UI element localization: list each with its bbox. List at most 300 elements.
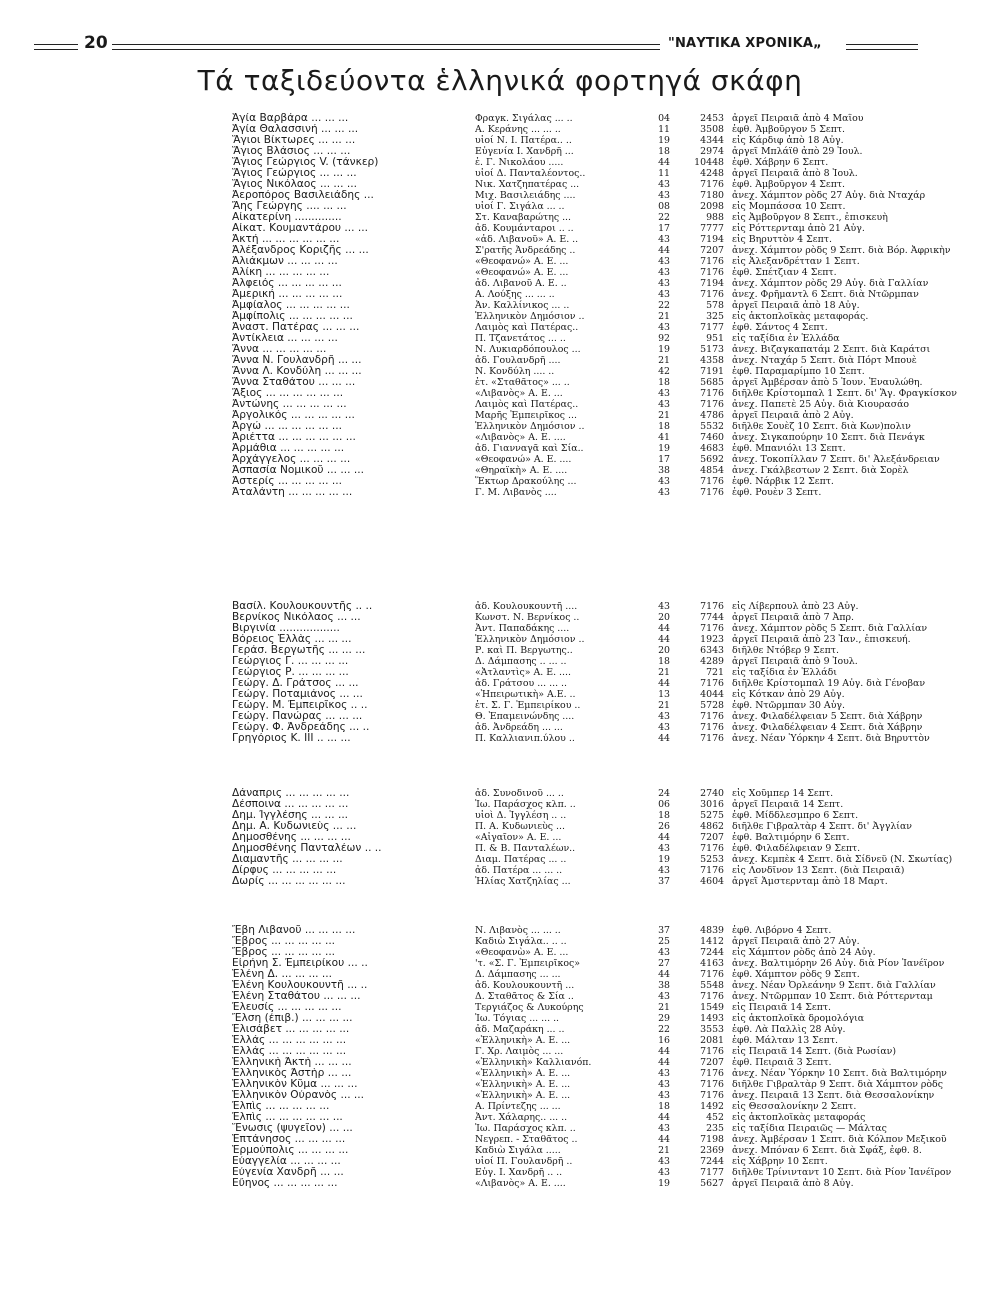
ship-tonnage: 7176 — [700, 1079, 724, 1090]
ship-tonnage: 7176 — [700, 722, 724, 733]
ship-owner: «Αἰγαῖον» Α. Ε. ... — [475, 832, 562, 843]
ship-tonnage: 5728 — [700, 700, 724, 711]
ship-name: Ἑπτάνησος ... ... ... ... — [232, 1134, 346, 1145]
ship-position: διῆλθε Γιβραλτὰρ 9 Σεπτ. διὰ Χάμπτον ρὸδς — [732, 1079, 943, 1090]
ship-code: 18 — [658, 377, 670, 388]
ship-code: 21 — [658, 667, 670, 678]
ship-tonnage: 7244 — [700, 1156, 724, 1167]
ship-tonnage: 988 — [706, 212, 724, 223]
ship-owner: Ν. Λιβανὸς ... ... .. — [475, 925, 561, 936]
ship-row — [0, 443, 1000, 454]
ship-code: 43 — [658, 179, 670, 190]
ship-name: Διαμαντῆς ... ... ... ... — [232, 854, 343, 865]
ship-tonnage: 7744 — [700, 612, 724, 623]
ship-name: Γεώργιος Γ. ... ... ... ... — [232, 656, 349, 667]
ship-name: Εὐαγγελία ... ... ... ... — [232, 1156, 341, 1167]
ship-name: Ἐλπὶς ... ... ... ... ... — [232, 1101, 330, 1112]
ship-position: εἰς ταξίδια ἐν Ἑλλάδα — [732, 333, 840, 344]
ship-position: ἐφθ. Μάλταν 13 Σεπτ. — [732, 1035, 838, 1046]
ship-code: 44 — [658, 1057, 670, 1068]
ship-owner: Δ. Δάμπασης ... ... — [475, 969, 561, 980]
ship-name: Ἑλένη Δ. ... ... ... ... — [232, 969, 333, 980]
ship-position: ἀνεχ. Φρῆμαντλ 6 Σεπτ. διὰ Ντῶρμπαν — [732, 289, 919, 300]
ship-tonnage: 7176 — [700, 623, 724, 634]
ship-row — [0, 821, 1000, 832]
ship-name: Γεώργ. Δ. Γράτσος ... ... — [232, 678, 359, 689]
ship-code: 44 — [658, 245, 670, 256]
ship-tonnage: 4839 — [700, 925, 724, 936]
ship-row — [0, 612, 1000, 623]
ship-name: Ἀμερική ... ... ... ... ... — [232, 289, 343, 300]
ship-position: ἀνεχ. Χάμπτον ρὸδς 5 Σεπτ. διὰ Γαλλίαν — [732, 623, 928, 634]
ship-name: Ἀντώνης ... ... ... ... ... — [232, 399, 347, 410]
ship-code: 18 — [658, 656, 670, 667]
ship-owner: Νικ. Χατζηπατέρας ... — [475, 179, 580, 190]
ship-tonnage: 7194 — [700, 234, 724, 245]
ship-name: Ἀρμάθια ... ... ... ... ... — [232, 443, 345, 454]
ship-position: ἐφθ. Χάμπτον ρὸδς 9 Σεπτ. — [732, 969, 860, 980]
ship-name: Βασίλ. Κουλουκουντῆς .. .. — [232, 601, 373, 612]
ship-row — [0, 432, 1000, 443]
ship-name: Ἀκτή ... ... ... ... ... ... — [232, 234, 340, 245]
ship-name: Ἐλπὶς ... ... ... ... ... ... — [232, 1112, 343, 1123]
ship-code: 43 — [658, 190, 670, 201]
ship-code: 43 — [658, 947, 670, 958]
ship-position: ἐφθ. Πειραιᾶ 3 Σεπτ. — [732, 1057, 832, 1068]
ship-row — [0, 1079, 1000, 1090]
ship-code: 13 — [658, 689, 670, 700]
ship-code: 44 — [658, 623, 670, 634]
ship-owner: «Ἑλληνικὴ» Καλλιανόπ. — [475, 1057, 592, 1068]
ship-owner: Α. Λούξης ... ... .. — [475, 289, 555, 300]
ship-tonnage: 7176 — [700, 1046, 724, 1057]
ship-row — [0, 487, 1000, 498]
ship-tonnage: 2740 — [700, 788, 724, 799]
ship-position: ἀνεχ. Κεμπὲκ 4 Σεπτ. διὰ Σίδνεϋ (Ν. Σκωτίας) — [732, 854, 953, 865]
ship-position: ἐφθ. Φιλαδέλφειαν 9 Σεπτ. — [732, 843, 861, 854]
ship-position: ἀνεχ. Νέαν Ὀρλεάνην 9 Σεπτ. διὰ Γαλλίαν — [732, 980, 936, 991]
ship-owner: Ἰω. Τόγιας ... ... .. — [475, 1013, 560, 1024]
ship-position: ἀνεχ. Βαλτιμόρην 26 Αὐγ. διὰ Ρίον Ἰανέϊρον — [732, 958, 945, 969]
ship-name: Ἀλίκη ... ... ... ... ... — [232, 267, 330, 278]
ship-owner: «Θεοφανὼ» Α. Ε. ... — [475, 947, 569, 958]
ship-name: Ἀεροπόρος Βασιλειάδης ... — [232, 190, 374, 201]
ship-row — [0, 832, 1000, 843]
ship-tonnage: 7176 — [700, 267, 724, 278]
ship-owner: Ρ. καὶ Π. Βεργωτης.. — [475, 645, 573, 656]
ship-row — [0, 969, 1000, 980]
ship-row — [0, 476, 1000, 487]
ship-owner: «Λιβανὸς» Α. Ε. .... — [475, 1178, 566, 1189]
ship-owner: ἀδ. Κουλουκουντῆ .... — [475, 601, 578, 612]
ship-position: ἀνεχ. Μπόναν 6 Σεπτ. διὰ Σφάξ, ἐφθ. 8. — [732, 1145, 922, 1156]
ship-owner: «Ἑλληνικὴ» Α. Ε. ... — [475, 1035, 571, 1046]
ship-tonnage: 7176 — [700, 289, 724, 300]
ship-position: ἀνεχ. Χάμπτον ρὸδς 27 Αὐγ. διὰ Νταχάρ — [732, 190, 926, 201]
ship-owner: ἀδ. Λιβανοῦ Α. Ε. .. — [475, 278, 567, 289]
ship-owner: Κωνστ. Ν. Βερνίκος .. — [475, 612, 580, 623]
ship-position: εἰς Κότκαν ἀπὸ 29 Αὐγ. — [732, 689, 845, 700]
ship-row — [0, 300, 1000, 311]
ship-row — [0, 212, 1000, 223]
ship-owner: υἱοί Γ. Σιγάλα ... .. — [475, 201, 565, 212]
ship-position: ἐφθ. Μίδδλεσμπρο 6 Σεπτ. — [732, 810, 859, 821]
ship-tonnage: 4786 — [700, 410, 724, 421]
ship-row — [0, 623, 1000, 634]
ship-owner: «Θεοφανώ» Α. Ε. ... — [475, 267, 569, 278]
ship-position: διῆλθε Κρίστομπαλ 19 Αὐγ. διὰ Γένοβαν — [732, 678, 926, 689]
ship-code: 24 — [658, 788, 670, 799]
ship-name: Ἀναστ. Πατέρας ... ... ... — [232, 322, 360, 333]
ship-position: ἀργεῖ Πειραιᾶ ἀπὸ 4 Μαΐου — [732, 113, 864, 124]
ship-position: ἀνεχ. Νέαν Ὑόρκην 10 Σεπτ. διὰ Βαλτιμόρην — [732, 1068, 947, 1079]
ship-code: 41 — [658, 432, 670, 443]
ship-name: Γεράσ. Βεργωτῆς ... ... ... — [232, 645, 366, 656]
ship-name: Ἀλφειός ... ... ... ... ... — [232, 278, 342, 289]
ship-row — [0, 113, 1000, 124]
ship-owner: Γ. Χρ. Λαιμὸς ... ... — [475, 1046, 564, 1057]
ship-name: Βόρειος Ἑλλὰς ... ... ... — [232, 634, 352, 645]
ship-owner: Α. Κεράνης ... ... .. — [475, 124, 561, 135]
ship-position: ἀργεῖ Πειραιᾶ ἀπὸ 18 Αὐγ. — [732, 300, 860, 311]
ship-position: ἀργεῖ Πειραιᾶ ἀπὸ 2 Αὐγ. — [732, 410, 854, 421]
ship-row — [0, 289, 1000, 300]
ship-position: ἀνεχ. Πειραιᾶ 13 Σεπτ. διὰ Θεσσαλονίκην — [732, 1090, 935, 1101]
header-rule-right — [846, 44, 918, 50]
ship-tonnage: 7176 — [700, 601, 724, 612]
ship-code: 44 — [658, 1112, 670, 1123]
ship-tonnage: 7177 — [700, 322, 724, 333]
ship-row — [0, 876, 1000, 887]
ship-name: Αἰκατ. Κουμαντάρου ... ... — [232, 223, 369, 234]
ship-owner: ἀδ. Κουλουκουντῆ ... — [475, 980, 575, 991]
ship-code: 43 — [658, 1068, 670, 1079]
ship-row — [0, 421, 1000, 432]
ship-tonnage: 5692 — [700, 454, 724, 465]
ship-owner: ἀδ. Ἀνδρεάδη ... ... — [475, 722, 563, 733]
ship-tonnage: 7176 — [700, 711, 724, 722]
ship-code: 18 — [658, 1101, 670, 1112]
ship-owner: Ἑλληνικὸν Δημόσιον .. — [475, 421, 585, 432]
ship-name: Γρηγόριος Κ. ΙΙΙ .. ... ... — [232, 733, 351, 744]
ship-row — [0, 311, 1000, 322]
ship-code: 43 — [658, 991, 670, 1002]
ship-position: ἀνεχ. Βιζαγκαπατάμ 2 Σεπτ. διὰ Καράτσι — [732, 344, 931, 355]
ship-position: ἀργεῖ Πειραιᾶ ἀπὸ 8 Ἰουλ. — [732, 168, 858, 179]
ship-row — [0, 1057, 1000, 1068]
ship-owner: «ἀδ. Λιβανοῦ» Α. Ε. .. — [475, 234, 579, 245]
ship-tonnage: 5627 — [700, 1178, 724, 1189]
ship-row — [0, 1145, 1000, 1156]
ship-owner: ἑ. Γ. Νικολάου ..... — [475, 157, 564, 168]
ship-row — [0, 366, 1000, 377]
ship-name: Γεώργ. Πανώρας ... ... ... — [232, 711, 363, 722]
ship-code: 44 — [658, 733, 670, 744]
ship-owner: Ἰω. Παράσχος κλπ. .. — [475, 799, 576, 810]
ship-name: Ἀντίκλεια ... ... ... ... — [232, 333, 338, 344]
ship-owner: Ν. Λυκιαρδόπουλος ... — [475, 344, 581, 355]
ship-owner: Π. & Β. Πανταλέων.. — [475, 843, 576, 854]
ship-row — [0, 865, 1000, 876]
page-number: 20 — [84, 33, 108, 53]
ship-code: 43 — [658, 1079, 670, 1090]
ship-code: 29 — [658, 1013, 670, 1024]
ship-tonnage: 2369 — [700, 1145, 724, 1156]
ship-name: Ἑρμούπολις ... ... ... ... — [232, 1145, 349, 1156]
ship-name: Ἄννα Σταθάτου ... ... ... — [232, 377, 356, 388]
ship-owner: «Ἑλληνικὴ» Α. Ε. ... — [475, 1090, 571, 1101]
ship-name: Γεώργ. Μ. Ἐμπειρῖκος .. .. — [232, 700, 368, 711]
ship-position: εἰς Χοῦμπερ 14 Σεπτ. — [732, 788, 834, 799]
ship-tonnage: 2098 — [700, 201, 724, 212]
ship-owner: Μιχ. Βασιλειάδης .... — [475, 190, 576, 201]
ship-owner: Εὐγ. Ι. Χανδρῆ .. .. — [475, 1167, 563, 1178]
ship-row — [0, 168, 1000, 179]
ship-owner: Τεργιάζος & Λυκούρης — [475, 1002, 584, 1013]
ship-row — [0, 936, 1000, 947]
header-rule-left — [34, 44, 78, 50]
ship-owner: ἑτ. Σ. Γ. Ἐμπειρίκου .. — [475, 700, 581, 711]
ship-code: 43 — [658, 289, 670, 300]
ship-row — [0, 1013, 1000, 1024]
ship-code: 44 — [658, 157, 670, 168]
ship-code: 21 — [658, 1145, 670, 1156]
ship-name: Δημ. Α. Κυδωνιεὺς ... ... — [232, 821, 357, 832]
ship-owner: Γ. Μ. Λιβανὸς .... — [475, 487, 557, 498]
ship-name: Ἅγιος Βλάσιος ... ... ... — [232, 146, 351, 157]
ship-tonnage: 235 — [706, 1123, 724, 1134]
ship-code: 43 — [658, 601, 670, 612]
ship-name: Δάναπρις ... ... ... ... ... — [232, 788, 350, 799]
ship-code: 20 — [658, 612, 670, 623]
ship-name: Εὔηνος ... ... ... ... ... — [232, 1178, 338, 1189]
ship-row — [0, 465, 1000, 476]
ship-name: Ἑλληνικὸν Οὐρανὸς ... ... — [232, 1090, 365, 1101]
ship-owner: Ἑλληνικὸν Δημόσιον .. — [475, 311, 585, 322]
ship-code: 19 — [658, 135, 670, 146]
ship-tonnage: 2453 — [700, 113, 724, 124]
ship-position: διῆλθε Σουὲζ 10 Σεπτ. διὰ Κων)πολιν — [732, 421, 911, 432]
ship-name: Ἑλένη Σταθάτου ... ... ... — [232, 991, 361, 1002]
ship-owner: Διαμ. Πατέρας ... .. — [475, 854, 567, 865]
ship-owner: ἑτ. «Σταθᾶτος» ... .. — [475, 377, 570, 388]
ship-position: ἀνεχ. Νέαν Ὑόρκην 4 Σεπτ. διὰ Βηρυττὸν — [732, 733, 930, 744]
ship-tonnage: 2974 — [700, 146, 724, 157]
ship-row — [0, 1101, 1000, 1112]
ship-code: 19 — [658, 344, 670, 355]
ship-row — [0, 355, 1000, 366]
ship-name: Ἔβρος ... ... ... ... ... — [232, 947, 336, 958]
ship-row — [0, 678, 1000, 689]
ship-name: Ἑλλάς ... ... ... ... ... ... — [232, 1035, 347, 1046]
ship-tonnage: 7244 — [700, 947, 724, 958]
ship-row — [0, 843, 1000, 854]
ship-name: Ἀσπασία Νομικοῦ ... ... ... — [232, 465, 364, 476]
ship-row — [0, 1123, 1000, 1134]
ship-position: διῆλθε Ντόβερ 9 Σεπτ. — [732, 645, 839, 656]
ship-owner: Καδιὼ Σιγάλα.. .. .. — [475, 936, 567, 947]
ship-owner: 'τ. «Σ. Γ. Ἐμπειρῖκος» — [475, 958, 580, 969]
ship-position: ἀνεχ. Φιλαδέλφειαν 4 Σεπτ. διὰ Χάβρην — [732, 722, 923, 733]
ship-name: Ἀργολικός ... ... ... ... ... — [232, 410, 355, 421]
ship-position: ἐφθ. Ντῶρμπαν 30 Αὐγ. — [732, 700, 845, 711]
ship-owner: «Θηραϊκὴ» Α. Ε. .... — [475, 465, 568, 476]
ship-position: ἀργεῖ Πειραιᾶ ἀπὸ 27 Αὐγ. — [732, 936, 860, 947]
ship-position: εἰς Πειραιᾶ 14 Σεπτ. (διὰ Ρωσίαν) — [732, 1046, 897, 1057]
ship-tonnage: 5173 — [700, 344, 724, 355]
ship-name: Ἀμφίαλος ... ... ... ... ... — [232, 300, 350, 311]
ship-row — [0, 1035, 1000, 1046]
ship-owner: Ἠλίας Χατζηλίας ... — [475, 876, 571, 887]
ship-tonnage: 7176 — [700, 969, 724, 980]
ship-position: ἀνεχ. Σιγκαπούρην 10 Σεπτ. διὰ Πενάγκ — [732, 432, 925, 443]
ship-row — [0, 135, 1000, 146]
ship-owner: ἀδ. Γράτσου ... ... .. — [475, 678, 567, 689]
ship-tonnage: 7207 — [700, 1057, 724, 1068]
ship-row — [0, 388, 1000, 399]
ship-row — [0, 1024, 1000, 1035]
ship-row — [0, 146, 1000, 157]
ship-code: 42 — [658, 366, 670, 377]
ship-owner: Σ'ρατῆς Ἀνδρεάδης .. — [475, 245, 576, 256]
ship-row — [0, 223, 1000, 234]
ship-name: Ἅγιος Γεώργιος V. (τάνκερ) — [232, 157, 379, 168]
ship-name: Ἀργώ ... ... ... ... ... ... — [232, 421, 342, 432]
ship-tonnage: 3553 — [700, 1024, 724, 1035]
ship-row — [0, 333, 1000, 344]
ship-code: 92 — [658, 333, 670, 344]
ship-owner: Ἀν. Καλλίνικος ... .. — [475, 300, 570, 311]
ship-tonnage: 4289 — [700, 656, 724, 667]
ship-tonnage: 1493 — [700, 1013, 724, 1024]
ship-tonnage: 7194 — [700, 278, 724, 289]
ship-name: Βερνίκος Νικόλαος ... ... — [232, 612, 361, 623]
ship-owner: Α. Πρίντεζης ... ... — [475, 1101, 561, 1112]
ship-position: εἰς Μομπάσσα 10 Σεπτ. — [732, 201, 846, 212]
ship-tonnage: 5275 — [700, 810, 724, 821]
ship-position: ἐφθ. Λὰ Παλλὶς 28 Αὐγ. — [732, 1024, 846, 1035]
ship-code: 43 — [658, 1090, 670, 1101]
ship-tonnage: 4344 — [700, 135, 724, 146]
ship-code: 18 — [658, 421, 670, 432]
ship-code: 43 — [658, 1123, 670, 1134]
ship-owner: Εὐγενία Ι. Χανδρῆ ... — [475, 146, 574, 157]
ship-position: εἰς Λονδῖνον 13 Σεπτ. (διὰ Πειραιᾶ) — [732, 865, 905, 876]
ship-position: ἐφθ. Βαλτιμόρην 6 Σεπτ. — [732, 832, 850, 843]
ship-name: Δίρφυς ... ... ... ... ... — [232, 865, 337, 876]
ship-position: εἰς ταξίδια Πειραιῶς — Μάλτας — [732, 1123, 887, 1134]
ship-code: 26 — [658, 821, 670, 832]
ship-position: ἀργεῖ Μπλάϊθ ἀπὸ 29 Ἰουλ. — [732, 146, 863, 157]
ship-position: εἰς Ρόττερνταμ ἀπὸ 21 Αὐγ. — [732, 223, 865, 234]
ship-position: ἀνεχ. Χάμπτον ρὸδς 9 Σεπτ. διὰ Βόρ. Ἀφρικὴν — [732, 245, 951, 256]
ship-position: εἰς ἀκτοπλοϊκὰ δρομολόγια — [732, 1013, 865, 1024]
ship-tonnage: 7176 — [700, 733, 724, 744]
ship-row — [0, 1112, 1000, 1123]
ship-row — [0, 656, 1000, 667]
ship-code: 04 — [658, 113, 670, 124]
ship-row — [0, 634, 1000, 645]
ship-code: 22 — [658, 212, 670, 223]
ship-code: 43 — [658, 256, 670, 267]
ship-owner: Ἰω. Παράσχος κλπ. .. — [475, 1123, 576, 1134]
magazine-title: "ΝΑΥΤΙΚΑ ΧΡΟΝΙΚΑ„ — [668, 36, 822, 51]
ship-owner: Ν. Κονδύλη .... .. — [475, 366, 555, 377]
ship-position: εἰς ἀκτοπλοϊκὰς μεταφοράς. — [732, 311, 869, 322]
ship-name: Ἄης Γεώργης .... ... ... — [232, 201, 347, 212]
ship-row — [0, 1002, 1000, 1013]
ship-code: 43 — [658, 865, 670, 876]
ship-code: 44 — [658, 1134, 670, 1145]
ship-row — [0, 267, 1000, 278]
ship-row — [0, 958, 1000, 969]
ship-name: Ἁγία Θαλασσινή ... ... ... — [232, 124, 359, 135]
ship-code: 44 — [658, 1046, 670, 1057]
ship-owner: ἀδ. Συνοδινοῦ ... .. — [475, 788, 564, 799]
ship-tonnage: 5532 — [700, 421, 724, 432]
ship-name: Ἔλση (ἐπιβ.) ... ... ... ... — [232, 1013, 353, 1024]
ship-tonnage: 7191 — [700, 366, 724, 377]
ship-row — [0, 377, 1000, 388]
ship-tonnage: 3016 — [700, 799, 724, 810]
ship-code: 11 — [658, 168, 670, 179]
ship-position: εἰς Λίβερπουλ ἀπὸ 23 Αὐγ. — [732, 601, 859, 612]
ship-tonnage: 452 — [706, 1112, 724, 1123]
ship-code: 25 — [658, 936, 670, 947]
ship-code: 19 — [658, 443, 670, 454]
ship-owner: Φραγκ. Σιγάλας ... .. — [475, 113, 573, 124]
ship-position: ἐφθ. Λιβόρνο 4 Σεπτ. — [732, 925, 832, 936]
ship-row — [0, 179, 1000, 190]
ship-code: 16 — [658, 1035, 670, 1046]
ship-row — [0, 645, 1000, 656]
ship-row — [0, 854, 1000, 865]
ship-position: εἰς Ἀλεξανδρέτταν 1 Σεπτ. — [732, 256, 860, 267]
ship-tonnage: 7176 — [700, 865, 724, 876]
ship-row — [0, 722, 1000, 733]
ship-position: ἐφθ. Σάντος 4 Σεπτ. — [732, 322, 828, 333]
ship-name: Αἰκατερίνη .............. — [232, 212, 342, 223]
ship-row — [0, 991, 1000, 1002]
ship-owner: «Ἠπειρωτικὴ» Α.Ε. .. — [475, 689, 576, 700]
ship-name: Γεώργ. Ποταμιάνος ... ... — [232, 689, 363, 700]
ship-tonnage: 7180 — [700, 190, 724, 201]
ship-tonnage: 4248 — [700, 168, 724, 179]
ship-position: ἀργεῖ Πειραιᾶ 14 Σεπτ. — [732, 799, 844, 810]
ship-row — [0, 601, 1000, 612]
ship-tonnage: 7176 — [700, 399, 724, 410]
ship-code: 37 — [658, 876, 670, 887]
ship-name: Ἄξιος ... ... ... ... ... ... — [232, 388, 344, 399]
ship-name: Ἕνωσις (ψυγεῖον) ... ... — [232, 1123, 353, 1134]
ship-code: 38 — [658, 980, 670, 991]
ship-owner: υἱοὶ Δ. Ἰγγλέση .. .. — [475, 810, 567, 821]
article-title: Τά ταξιδεύοντα ἑλληνικά φορτηγά σκάφη — [197, 64, 803, 97]
ship-owner: «Ἑλληνικὴ» Α. Ε. ... — [475, 1079, 571, 1090]
ship-position: εἰς Πειραιᾶ 14 Σεπτ. — [732, 1002, 832, 1013]
ship-position: ἐφθ. Χάβρην 6 Σεπτ. — [732, 157, 829, 168]
ship-row — [0, 256, 1000, 267]
ship-tonnage: 1412 — [700, 936, 724, 947]
ship-code: 20 — [658, 645, 670, 656]
ship-name: Ἑλλάς ... ... ... ... ... ... — [232, 1046, 347, 1057]
ship-tonnage: 10448 — [694, 157, 724, 168]
ship-tonnage: 4358 — [700, 355, 724, 366]
ship-tonnage: 7176 — [700, 1090, 724, 1101]
ship-name: Ἑλληνικὴ Ἀκτὴ ... ... ... — [232, 1057, 352, 1068]
ship-code: 17 — [658, 223, 670, 234]
ship-code: 22 — [658, 300, 670, 311]
